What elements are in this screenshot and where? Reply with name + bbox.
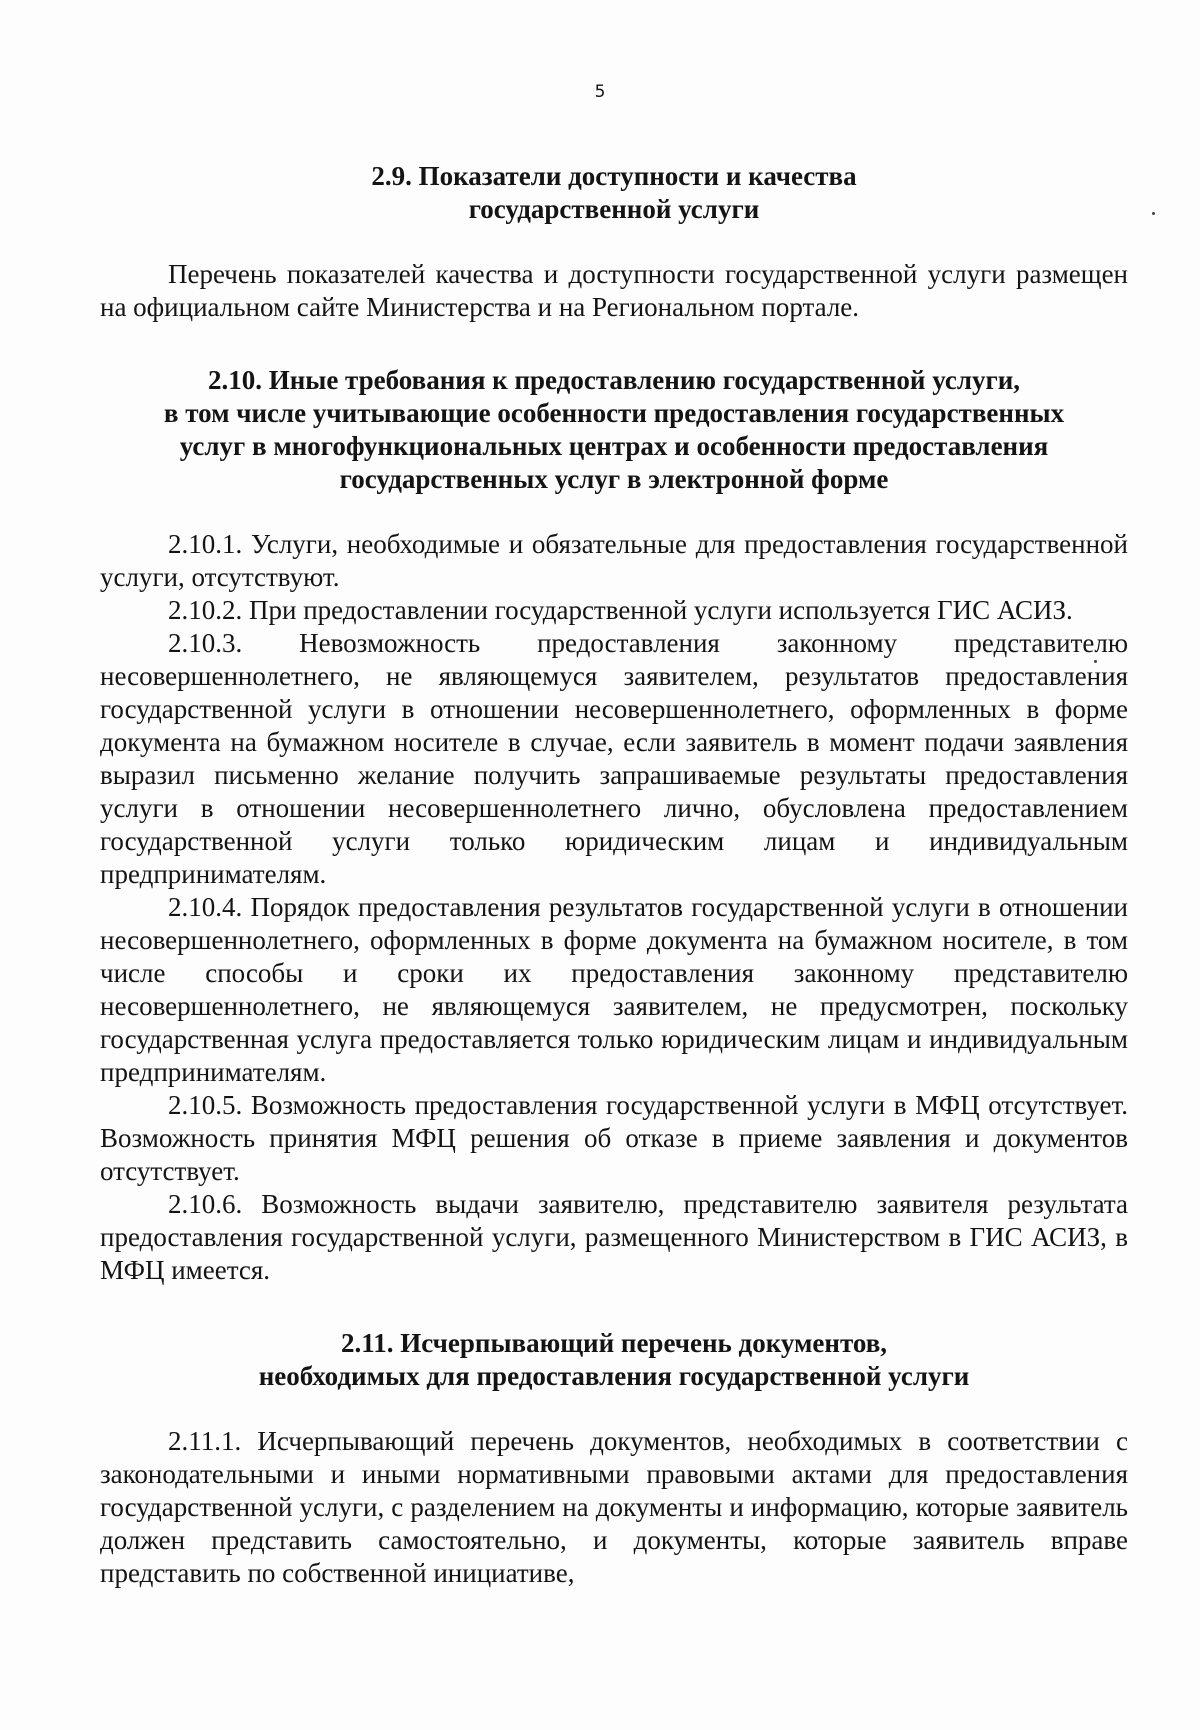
paragraph-2-10-2: 2.10.2. При предоставлении государственной услуги используется ГИС АСИЗ. (168, 595, 1073, 625)
section-heading-2-10 (100, 364, 1128, 496)
page-number: 5 (594, 82, 606, 102)
heading-line: 2.11. Исчерпывающий перечень документов, (340, 1328, 888, 1358)
paragraph-2-10-4: 2.10.4. Порядок предоставления результатов государственной услуги в отношении несовершеннолетнего, оформленных в форме документа на бумажном носителе, в том числе способы и сроки их предоставления законному представителю несовершеннолетнего, не являющемуся заявителем, не предусмотрен, поскольку государственная услуга предоставляется только юридическим лицам и индивидуальным предпринимателям. (100, 892, 1128, 1087)
heading-line: необходимых для предоставления государственной услуги (258, 1361, 970, 1391)
scan-speck (1152, 212, 1155, 215)
document-body (100, 160, 1128, 1590)
heading-line: услуг в многофункциональных центрах и особенности предоставления (179, 431, 1049, 461)
section-heading-2-9 (100, 160, 1128, 226)
heading-line: государственных услуг в электронной форме (339, 464, 889, 494)
paragraph-2-10-3: 2.10.3. Невозможность предоставления законному представителю несовершеннолетнего, не являющемуся заявителем, результатов предоставления государственной услуги в отношении несовершеннолетнего, оформленных в форме документа на бумажном носителе в случае, если заявитель в момент подачи заявления выразил письменно желание получить запрашиваемые результаты предоставления услуги в отношении несовершеннолетнего лично, обусловлена предоставлением государственной услуги только юридическим лицам и индивидуальным предпринимателям. (100, 628, 1128, 889)
section-heading-2-11 (100, 1327, 1128, 1393)
paragraph-2-10-6: 2.10.6. Возможность выдачи заявителю, представителю заявителя результата предоставления государственной услуги, размещенного Министерством в ГИС АСИЗ, в МФЦ имеется. (100, 1189, 1128, 1285)
paragraph-2-9: Перечень показателей качества и доступности государственной услуги размещен на официальном сайте Министерства и на Региональном портале. (100, 259, 1128, 322)
heading-line: 2.9. Показатели доступности и качества (371, 161, 857, 191)
paragraph-2-10-1: 2.10.1. Услуги, необходимые и обязательные для предоставления государственной услуги, отсутствуют. (100, 529, 1128, 592)
heading-line: в том числе учитывающие особенности предоставления государственных (163, 398, 1065, 428)
heading-line: 2.10. Иные требования к предоставлению государственной услуги, (207, 365, 1021, 395)
paragraph-2-10-5: 2.10.5. Возможность предоставления государственной услуги в МФЦ отсутствует. Возможность принятия МФЦ решения об отказе в приеме заявления и документов отсутствует. (100, 1090, 1128, 1186)
paragraph-2-11-1: 2.11.1. Исчерпывающий перечень документов, необходимых в соответствии с законодательными и иными нормативными правовыми актами для предоставления государственной услуги, с разделением на документы и информацию, которые заявитель должен представить самостоятельно, и документы, которые заявитель вправе представить по собственной инициативе, (100, 1426, 1128, 1588)
heading-line: государственной услуги (468, 194, 760, 224)
